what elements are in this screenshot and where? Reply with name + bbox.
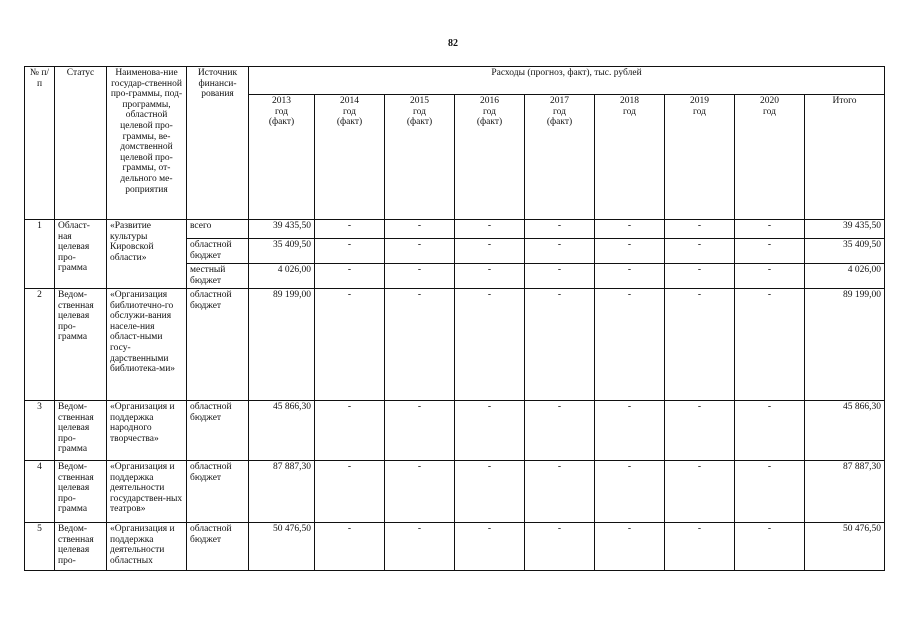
header-status: Статус <box>55 67 107 220</box>
value-2013: 35 409,50 <box>249 239 315 264</box>
header-total: Итого <box>805 95 885 220</box>
value-total: 50 476,50 <box>805 523 885 571</box>
year-note: (факт) <box>406 117 433 128</box>
value-dash: - <box>595 461 665 523</box>
year-note: (факт) <box>336 117 363 128</box>
year-header-2015 <box>385 95 455 220</box>
value-total: 89 199,00 <box>805 289 885 401</box>
value-dash: - <box>735 401 805 461</box>
year-value: 2015 <box>410 96 429 106</box>
value-2013: 4 026,00 <box>249 264 315 289</box>
value-dash: - <box>665 401 735 461</box>
value-dash: - <box>665 220 735 239</box>
value-dash: - <box>455 220 525 239</box>
header-expenses: Расходы (прогноз, факт), тыс. рублей <box>249 67 885 95</box>
value-dash: - <box>735 461 805 523</box>
value-2013: 89 199,00 <box>249 289 315 401</box>
value-dash: - <box>525 239 595 264</box>
value-dash: - <box>315 289 385 401</box>
year-label: год <box>623 106 636 117</box>
header-source: Источник финанси-рования <box>187 67 249 220</box>
value-dash: - <box>385 523 455 571</box>
expenses-table <box>24 66 885 571</box>
year-header-2013 <box>249 95 315 220</box>
value-total: 45 866,30 <box>805 401 885 461</box>
year-value: 2013 <box>272 96 291 106</box>
row-number: 2 <box>25 289 55 401</box>
row-status: Ведом-ственная целевая про- <box>55 523 107 571</box>
value-dash: - <box>385 461 455 523</box>
value-dash: - <box>665 289 735 401</box>
row-funding-source: областной бюджет <box>187 289 249 401</box>
value-dash: - <box>385 220 455 239</box>
value-dash: - <box>595 401 665 461</box>
row-number: 1 <box>25 220 55 289</box>
value-dash: - <box>735 220 805 239</box>
value-total: 39 435,50 <box>805 220 885 239</box>
value-dash: - <box>455 289 525 401</box>
value-dash: - <box>665 264 735 289</box>
year-label: год <box>553 106 566 117</box>
year-value: 2014 <box>340 96 359 106</box>
value-dash: - <box>525 264 595 289</box>
row-program-name: «Развитие культуры Кировской области» <box>107 220 187 289</box>
value-dash: - <box>315 220 385 239</box>
year-note: (факт) <box>268 117 295 128</box>
value-dash: - <box>595 220 665 239</box>
value-dash: - <box>385 289 455 401</box>
value-dash: - <box>525 461 595 523</box>
value-dash: - <box>315 239 385 264</box>
value-2013: 39 435,50 <box>249 220 315 239</box>
row-program-name: «Организация и поддержка народного творчества» <box>107 401 187 461</box>
row-program-name: «Организация и поддержка деятельности государствен-ных театров» <box>107 461 187 523</box>
year-header-2017 <box>525 95 595 220</box>
value-dash: - <box>315 401 385 461</box>
header-row <box>25 67 885 95</box>
row-status: Област-ная целевая про-грамма <box>55 220 107 289</box>
year-note: (факт) <box>546 117 573 128</box>
table-row <box>25 401 885 461</box>
row-status: Ведом-ственная целевая про-грамма <box>55 401 107 461</box>
table-row <box>25 289 885 401</box>
value-dash: - <box>735 523 805 571</box>
row-funding-source: местный бюджет <box>187 264 249 289</box>
year-label: год <box>693 106 706 117</box>
value-dash: - <box>385 264 455 289</box>
value-dash: - <box>455 461 525 523</box>
row-funding-source: областной бюджет <box>187 239 249 264</box>
value-dash: - <box>665 461 735 523</box>
page-number: 82 <box>448 38 458 49</box>
value-dash: - <box>595 264 665 289</box>
row-program-name: «Организация и поддержка деятельности областных <box>107 523 187 571</box>
row-number: 3 <box>25 401 55 461</box>
table-row <box>25 220 885 239</box>
value-dash: - <box>525 401 595 461</box>
year-value: 2017 <box>550 96 569 106</box>
row-program-name: «Организация библиотечно-го обслужи-вания населе-ния област-ными госу-дарственными библиотека-ми» <box>107 289 187 401</box>
row-funding-source: областной бюджет <box>187 523 249 571</box>
value-2013: 87 887,30 <box>249 461 315 523</box>
value-dash: - <box>455 401 525 461</box>
value-total: 35 409,50 <box>805 239 885 264</box>
value-dash: - <box>735 264 805 289</box>
value-total: 4 026,00 <box>805 264 885 289</box>
year-header-2014 <box>315 95 385 220</box>
value-dash: - <box>735 239 805 264</box>
header-num: № п/п <box>25 67 55 220</box>
value-dash: - <box>735 289 805 401</box>
value-dash: - <box>595 523 665 571</box>
value-2013: 50 476,50 <box>249 523 315 571</box>
value-dash: - <box>315 461 385 523</box>
year-label: год <box>763 106 776 117</box>
year-header-2018 <box>595 95 665 220</box>
value-dash: - <box>315 264 385 289</box>
row-number: 4 <box>25 461 55 523</box>
value-dash: - <box>665 239 735 264</box>
value-dash: - <box>315 523 385 571</box>
row-funding-source: всего <box>187 220 249 239</box>
header-name: Наименова-ние государ-ственной про-граммы, под-программы, областной целевой про-граммы, ве-домственной целевой про-граммы, от-дельного ме-роприятия <box>107 67 187 220</box>
value-dash: - <box>665 523 735 571</box>
table-row <box>25 523 885 571</box>
value-dash: - <box>455 239 525 264</box>
value-dash: - <box>525 220 595 239</box>
value-dash: - <box>525 289 595 401</box>
row-status: Ведом-ственная целевая про-грамма <box>55 289 107 401</box>
year-header-2019 <box>665 95 735 220</box>
row-funding-source: областной бюджет <box>187 461 249 523</box>
value-dash: - <box>525 523 595 571</box>
year-label: год <box>275 106 288 117</box>
row-status: Ведом-ственная целевая про-грамма <box>55 461 107 523</box>
value-dash: - <box>595 289 665 401</box>
year-value: 2019 <box>690 96 709 106</box>
year-value: 2018 <box>620 96 639 106</box>
value-dash: - <box>385 239 455 264</box>
year-value: 2020 <box>760 96 779 106</box>
year-value: 2016 <box>480 96 499 106</box>
value-dash: - <box>455 264 525 289</box>
year-note: (факт) <box>476 117 503 128</box>
year-label: год <box>413 106 426 117</box>
value-dash: - <box>455 523 525 571</box>
year-header-2016 <box>455 95 525 220</box>
value-2013: 45 866,30 <box>249 401 315 461</box>
row-funding-source: областной бюджет <box>187 401 249 461</box>
table-row <box>25 461 885 523</box>
value-dash: - <box>595 239 665 264</box>
year-label: год <box>483 106 496 117</box>
row-number: 5 <box>25 523 55 571</box>
value-total: 87 887,30 <box>805 461 885 523</box>
value-dash: - <box>385 401 455 461</box>
year-label: год <box>343 106 356 117</box>
year-header-2020 <box>735 95 805 220</box>
